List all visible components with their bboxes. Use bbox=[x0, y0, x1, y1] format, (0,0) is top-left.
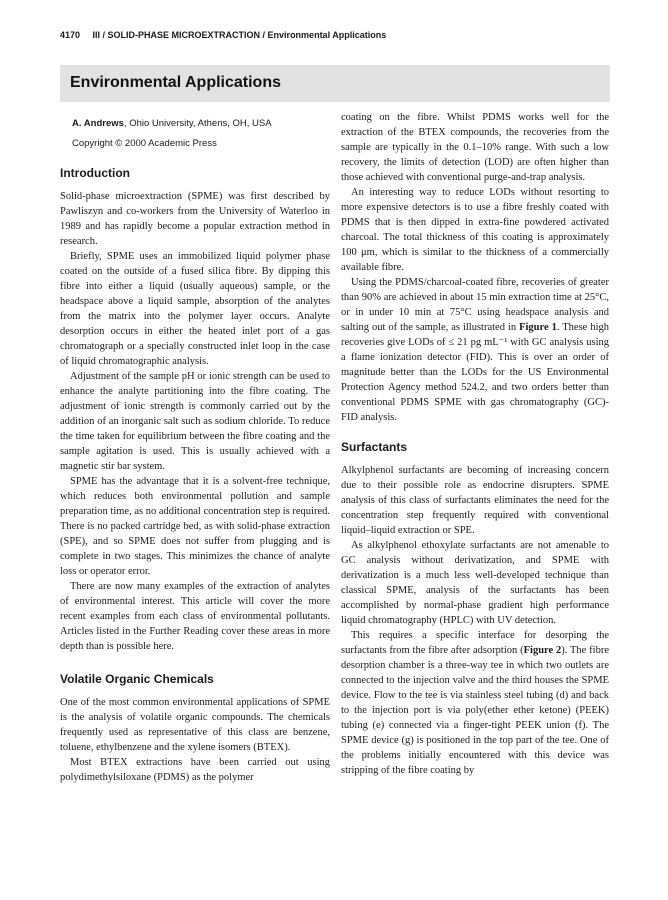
voc-p4-text-b: . These high recoveries give LODs of ≤ 21 pg mL⁻¹ with GC analysis using a flame ionization detector (FID). This is over an order of magnitude better than the LODs for the US Environmental Protection Agency method 524.2, and two orders better than conventional PDMS SPME with gas chromatography (GC)-FID analysis. bbox=[341, 322, 609, 423]
voc-paragraph-2-continued: coating on the fibre. Whilst PDMS works well for the extraction of the BTEX compounds, the recoveries from the sample are typically in the 0.1–10% range. With such a low recovery, the limits of detection (LOD) are often higher than those achieved with conventional purge-and-trap analysis. bbox=[341, 112, 609, 183]
intro-paragraph-5: There are now many examples of the extraction of analytes of environmental interest. This article will cover the more recent examples from each class of environmental pollutants. Articles listed in the Further Reading cover these areas in more depth than is possible here. bbox=[60, 581, 330, 652]
voc-heading: Volatile Organic Chemicals bbox=[60, 672, 214, 686]
introduction-heading: Introduction bbox=[60, 166, 130, 180]
right-column bbox=[341, 110, 609, 778]
voc-p4-text-a: Using the PDMS/charcoal-coated fibre, recoveries of greater than 90% are achieved in about 15 min extraction time at 25°C, or in under 10 min at 75°C using headspace analysis and salting out of the sample, as illustrated in bbox=[341, 277, 609, 333]
article-title: Environmental Applications bbox=[70, 74, 281, 91]
surfactants-paragraph-2: As alkylphenol ethoxylate surfactants are not amenable to GC analysis without derivatization, and SPME with derivatization is a much less well-developed technique than classical SPME, analysis of the surfactants has been accomplished by normal-phase gradient high performance liquid chromatography (HPLC) with UV detection. bbox=[341, 540, 609, 626]
author-name: A. Andrews bbox=[72, 118, 124, 129]
article-title-banner bbox=[60, 65, 610, 102]
intro-paragraph-2: Briefly, SPME uses an immobilized liquid polymer phase coated on the outside of a fused silica fibre. By dipping this fibre into either a liquid (usually aqueous) sample, or the headspace above a liquid sample, absorption of the analytes from the matrix into the polymer layer occurs. Analyte desorption occurs in either the heated inlet port of a gas chromatograph or a specially constructed inlet loop in the case of liquid chromatographic analysis. bbox=[60, 251, 330, 367]
page-number: 4170 bbox=[60, 30, 81, 40]
surf-p3-text-a: This requires a specific interface for desorping the surfactants from the fibre after adsorption ( bbox=[341, 630, 609, 656]
intro-paragraph-3: Adjustment of the sample pH or ionic strength can be used to enhance the analyte partitioning into the fibre coating. The adjustment of ionic strength is commonly carried out by the addition of an inorganic salt such as sodium chloride. To reduce the time taken for equilibrium between the fibre coating and the sample agitation is used. This is usually achieved with a magnetic stir bar system. bbox=[60, 371, 330, 472]
author-affiliation: , Ohio University, Athens, OH, USA bbox=[123, 118, 272, 129]
figure-2-reference[interactable]: Figure 2 bbox=[523, 645, 562, 656]
voc-paragraph-4 bbox=[341, 275, 609, 425]
surfactants-paragraph-3 bbox=[341, 628, 609, 778]
byline bbox=[72, 114, 272, 154]
surfactants-heading: Surfactants bbox=[341, 440, 408, 454]
figure-1-reference[interactable]: Figure 1 bbox=[519, 322, 557, 333]
voc-paragraph-2: Most BTEX extractions have been carried out using polydimethylsiloxane (PDMS) as the polymer bbox=[60, 757, 330, 783]
intro-paragraph-4: SPME has the advantage that it is a solvent-free technique, which reduces both environmental pollution and sample preparation time, as no additional concentration step is required. There is no packed cartridge bed, as with solid-phase extraction (SPE), and so SPME does not suffer from plugging and is complete in two stages. This minimizes the chance of analyte loss or operator error. bbox=[60, 476, 330, 577]
running-title: III / SOLID-PHASE MICROEXTRACTION / Environmental Applications bbox=[92, 30, 387, 40]
surfactants-paragraph-1: Alkylphenol surfactants are becoming of increasing concern due to their possible role as endocrine disrupters. SPME analysis of this class of surfactants eliminates the need for the concentration step frequently required with conventional liquid–liquid extraction or SPE. bbox=[341, 465, 609, 536]
copyright-line: Copyright © 2000 Academic Press bbox=[72, 138, 217, 149]
voc-paragraph-3: An interesting way to reduce LODs without resorting to more expensive detectors is to use a fibre freshly coated with PDMS that is then dipped in extra-fine powdered activated charcoal. The total thickness of this coating is approximately 100 μm, which is similar to the thickness of a commercially available fibre. bbox=[341, 187, 609, 273]
left-column bbox=[60, 165, 330, 785]
voc-paragraph-1: One of the most common environmental applications of SPME is the analysis of volatile organic compounds. The chemicals frequently used as representative of this class are benzene, toluene, ethylbenzene and the xylene isomers (BTEX). bbox=[60, 697, 330, 753]
running-header bbox=[60, 30, 610, 44]
intro-paragraph-1: Solid-phase microextraction (SPME) was first described by Pawliszyn and co-workers from the University of Waterloo in 1989 and has rapidly become a popular extraction method in research. bbox=[60, 191, 330, 247]
surf-p3-text-b: ). The fibre desorption chamber is a three-way tee in which two outlets are connected to the injection valve and the third houses the SPME device. Flow to the tee is via stainless steel tubing (d) and back to the injection port is via poly(ether ether ketone) (PEEK) tubing (e) connected via a finger-tight PEEK union (f). The SPME device (g) is positioned in the top part of the tee. One of the problems initially encountered with this device was stripping of the fibre coating by bbox=[341, 645, 609, 776]
author-line bbox=[72, 114, 272, 134]
